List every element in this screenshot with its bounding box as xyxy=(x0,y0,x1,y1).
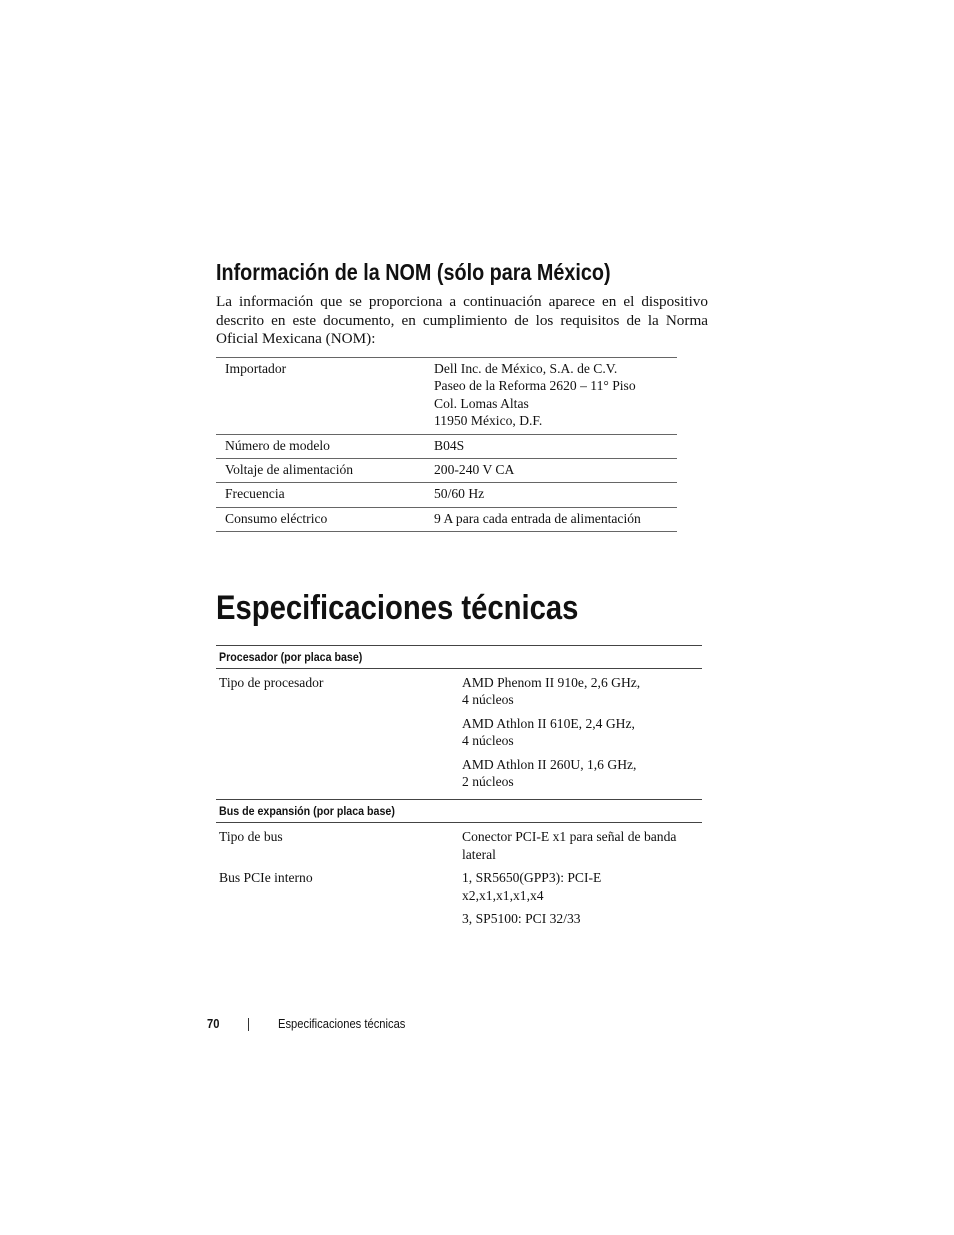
spec-value: 3, SP5100: PCI 32/33 xyxy=(462,911,581,927)
spec-value: 1, SR5650(GPP3): PCI-E x2,x1,x1,x1,x4 xyxy=(462,870,602,903)
nom-label: Importador xyxy=(216,358,434,435)
nom-intro-paragraph: La información que se proporciona a continuación aparece en el dispositivo descrito en este documento, en cumplimiento de los requisitos de la Norma Oficial Mexicana (NOM): xyxy=(216,293,708,348)
table-row xyxy=(216,434,677,458)
nom-value: B04S xyxy=(434,434,677,458)
footer-title: Especificaciones técnicas xyxy=(278,1016,406,1031)
nom-value: 50/60 Hz xyxy=(434,483,677,507)
nom-value: 200-240 V CA xyxy=(434,459,677,483)
section-header-expansion-bus: Bus de expansión (por placa base) xyxy=(216,800,702,823)
nom-label: Número de modelo xyxy=(216,434,434,458)
nom-value: Dell Inc. de México, S.A. de C.V. Paseo de la Reforma 2620 – 11° Piso Col. Lomas Altas 11950 México, D.F. xyxy=(434,358,677,435)
table-row xyxy=(216,669,702,800)
spec-label: Tipo de procesador xyxy=(219,675,324,690)
specs-heading: Especificaciones técnicas xyxy=(216,589,579,627)
table-row xyxy=(216,483,677,507)
table-row xyxy=(216,823,702,869)
page-number: 70 xyxy=(207,1016,220,1031)
spec-value: AMD Athlon II 610E, 2,4 GHz, 4 núcleos xyxy=(462,715,635,749)
table-row xyxy=(216,507,677,531)
nom-table xyxy=(216,357,677,532)
footer-separator xyxy=(248,1018,249,1031)
spec-values xyxy=(462,869,702,933)
nom-value: 9 A para cada entrada de alimentación xyxy=(434,507,677,531)
nom-heading: Información de la NOM (sólo para México) xyxy=(216,259,611,285)
spec-label: Bus PCIe interno xyxy=(219,870,313,886)
table-row xyxy=(216,869,702,933)
specs-table xyxy=(216,645,702,933)
spec-value: AMD Athlon II 260U, 1,6 GHz, 2 núcleos xyxy=(462,756,637,790)
spec-label: Tipo de bus xyxy=(219,829,283,845)
table-row xyxy=(216,459,677,483)
spec-value: AMD Phenom II 910e, 2,6 GHz, 4 núcleos xyxy=(462,675,641,708)
nom-label: Voltaje de alimentación xyxy=(216,459,434,483)
nom-label: Frecuencia xyxy=(216,483,434,507)
spec-value: Conector PCI-E x1 para señal de banda lateral xyxy=(462,829,677,862)
spec-values xyxy=(462,823,702,869)
table-row xyxy=(216,358,677,435)
section-header-processor: Procesador (por placa base) xyxy=(216,646,702,669)
spec-values xyxy=(462,669,702,800)
nom-label: Consumo eléctrico xyxy=(216,507,434,531)
